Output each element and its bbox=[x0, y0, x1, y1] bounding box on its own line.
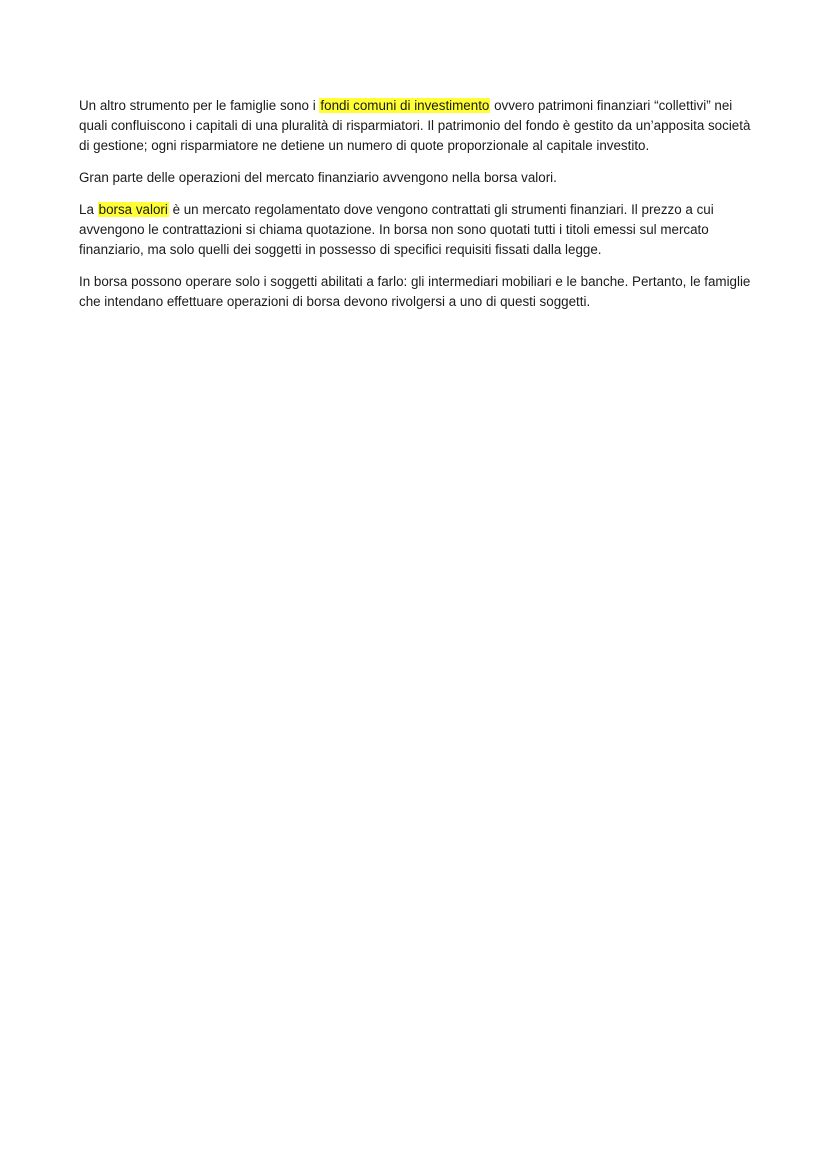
paragraph-text-after: ovvero patrimoni finanziari “collettivi” nei quali confluiscono i capitali di una pluralità di risparmiatori. Il patrimonio del fondo è gestito da un’apposita società di gestione; ogni risparmiatore ne detiene un numero di quote proporzionale al capitale investito. bbox=[79, 98, 751, 153]
paragraph-text-before: La bbox=[79, 202, 98, 217]
document-body bbox=[79, 96, 751, 324]
paragraph-text-after: è un mercato regolamentato dove vengono contrattati gli strumenti finanziari. Il prezzo a cui avvengono le contrattazioni si chiama quotazione. In borsa non sono quotati tutti i titoli emessi sul mercato finanziario, ma solo quelli dei soggetti in possesso di specifici requisiti fissati dalla legge. bbox=[79, 202, 714, 257]
highlight-fondi-comuni: fondi comuni di investimento bbox=[320, 98, 490, 113]
highlight-borsa-valori: borsa valori bbox=[98, 202, 168, 217]
paragraph-text: Gran parte delle operazioni del mercato finanziario avvengono nella borsa valori. bbox=[79, 170, 557, 185]
paragraph-fondi-comuni bbox=[79, 96, 751, 156]
paragraph-borsa-valori bbox=[79, 200, 751, 260]
paragraph-gran-parte bbox=[79, 168, 751, 188]
paragraph-text: In borsa possono operare solo i soggetti abilitati a farlo: gli intermediari mobiliari e le banche. Pertanto, le famiglie che intendano effettuare operazioni di borsa devono rivolgersi a uno di questi soggetti. bbox=[79, 274, 751, 309]
paragraph-text-before: Un altro strumento per le famiglie sono i bbox=[79, 98, 320, 113]
paragraph-operatori-borsa bbox=[79, 272, 751, 312]
